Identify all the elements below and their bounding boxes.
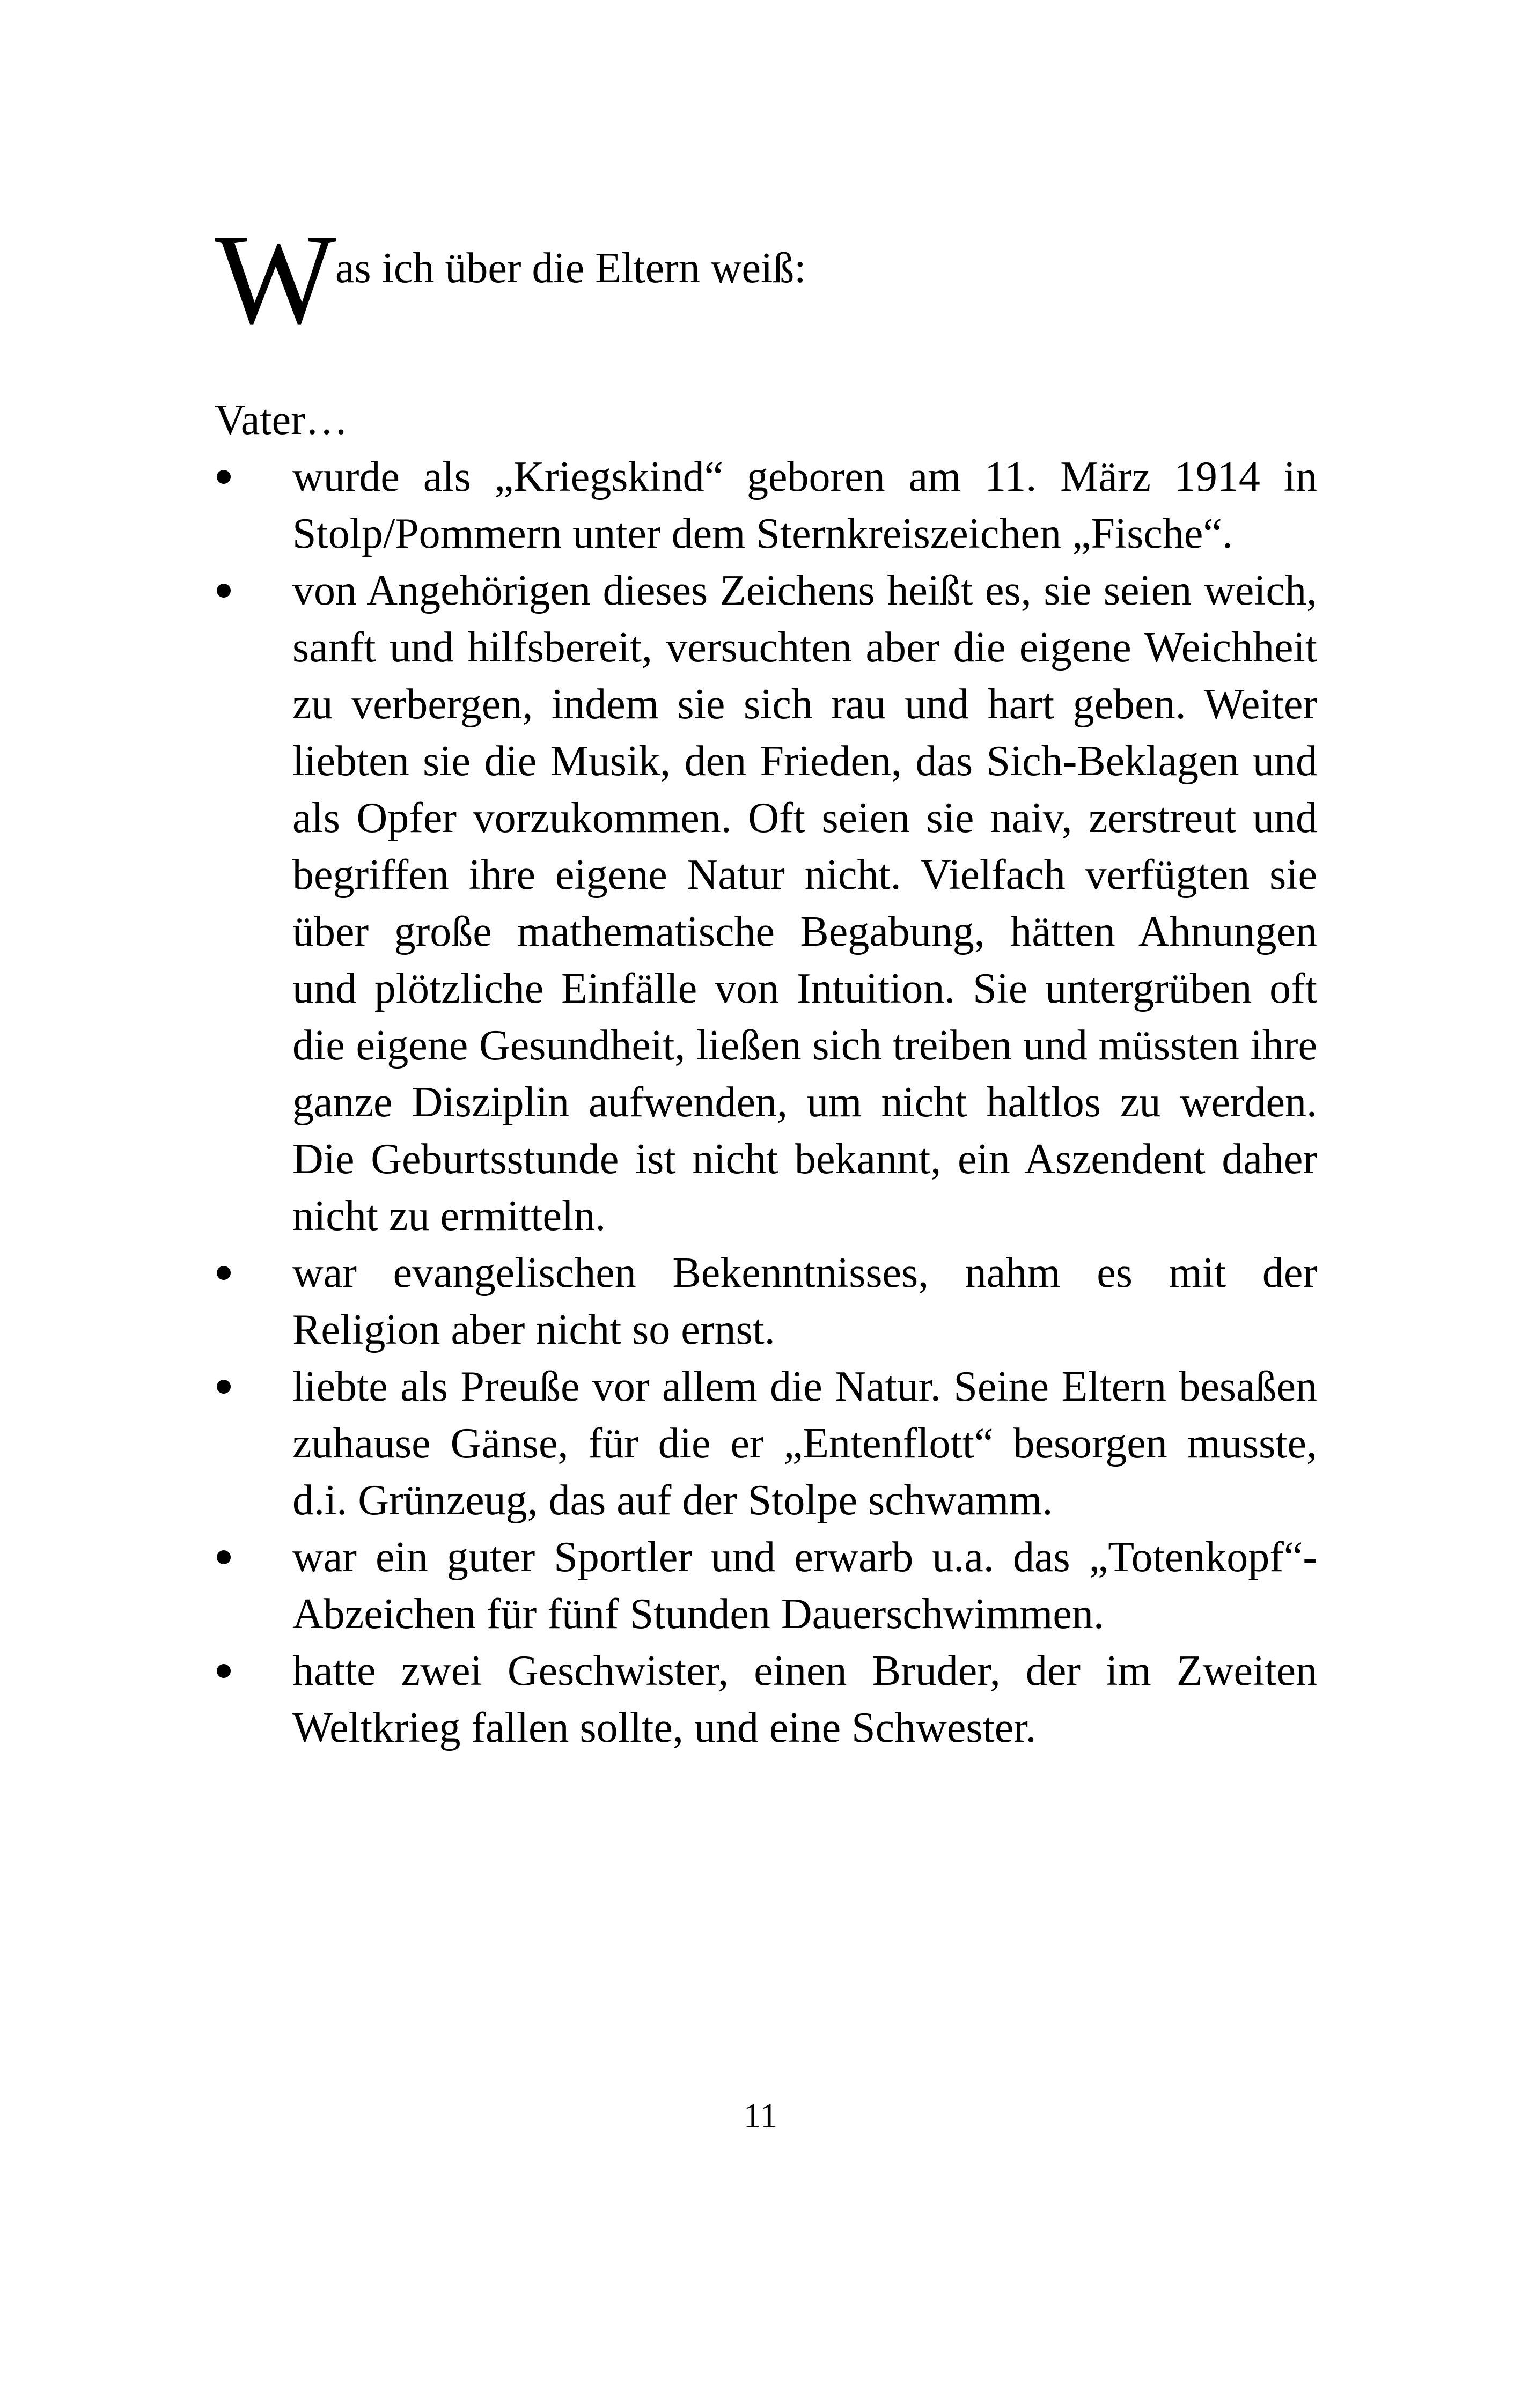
bullet-text: hatte zwei Geschwister, einen Bruder, der im Zweiten Weltkrieg fallen sollte, und eine Schwester.: [292, 1647, 1317, 1751]
text-column: [215, 208, 1317, 1756]
bullet-list: [215, 448, 1317, 1756]
bullet-text: wurde als „Kriegskind“ geboren am 11. März 1914 in Stolp/Pommern unter dem Sternkreiszeichen „Fische“.: [292, 453, 1317, 557]
section-label-father: Vater…: [215, 396, 348, 444]
heading-text: as ich über die Eltern weiß:: [335, 245, 806, 292]
page-number: 11: [743, 2096, 778, 2135]
bullet-item-siblings: [215, 1643, 1317, 1756]
page-heading: [215, 208, 1317, 375]
bullet-item-zodiac: [215, 562, 1317, 1244]
bullet-icon: [217, 1550, 231, 1564]
drop-cap-letter: W: [215, 208, 336, 350]
bullet-text: war ein guter Sportler und erwarb u.a. das „Totenkopf“-Abzeichen für fünf Stunden Dauerschwimmen.: [292, 1534, 1317, 1638]
bullet-text: von Angehörigen dieses Zeichens heißt es, sie seien weich, sanft und hilfsbereit, versuchten aber die eigene Weichheit zu verbergen, indem sie sich rau und hart geben. Weiter liebten sie die Musik, den Frieden, das Sich-Beklagen und als Opfer vorzukommen. Oft seien sie naiv, zerstreut und begriffen ihre eigene Natur nicht. Vielfach verfügten sie über große mathematische Begabung, hätten Ahnungen und plötzliche Einfälle von Intuition. Sie untergrüben oft die eigene Gesundheit, ließen sich treiben und müssten ihre ganze Disziplin aufwenden, um nicht haltlos zu werden. Die Geburtsstunde ist nicht bekannt, ein Aszendent daher nicht zu ermitteln.: [292, 567, 1317, 1240]
bullet-icon: [217, 1664, 231, 1678]
bullet-icon: [217, 470, 231, 484]
bullet-icon: [217, 1380, 231, 1394]
bullet-item-nature: [215, 1358, 1317, 1529]
bullet-item-sport: [215, 1529, 1317, 1643]
bullet-text: war evangelischen Bekenntnisses, nahm es mit der Religion aber nicht so ernst.: [292, 1249, 1317, 1353]
bullet-item-religion: [215, 1244, 1317, 1358]
bullet-icon: [217, 584, 231, 598]
bullet-text: liebte als Preuße vor allem die Natur. Seine Eltern besaßen zuhause Gänse, für die er „Entenflott“ besorgen musste, d.i. Grünzeug, das auf der Stolpe schwamm.: [292, 1363, 1317, 1524]
bullet-icon: [217, 1266, 231, 1280]
bullet-item-birth: [215, 448, 1317, 562]
